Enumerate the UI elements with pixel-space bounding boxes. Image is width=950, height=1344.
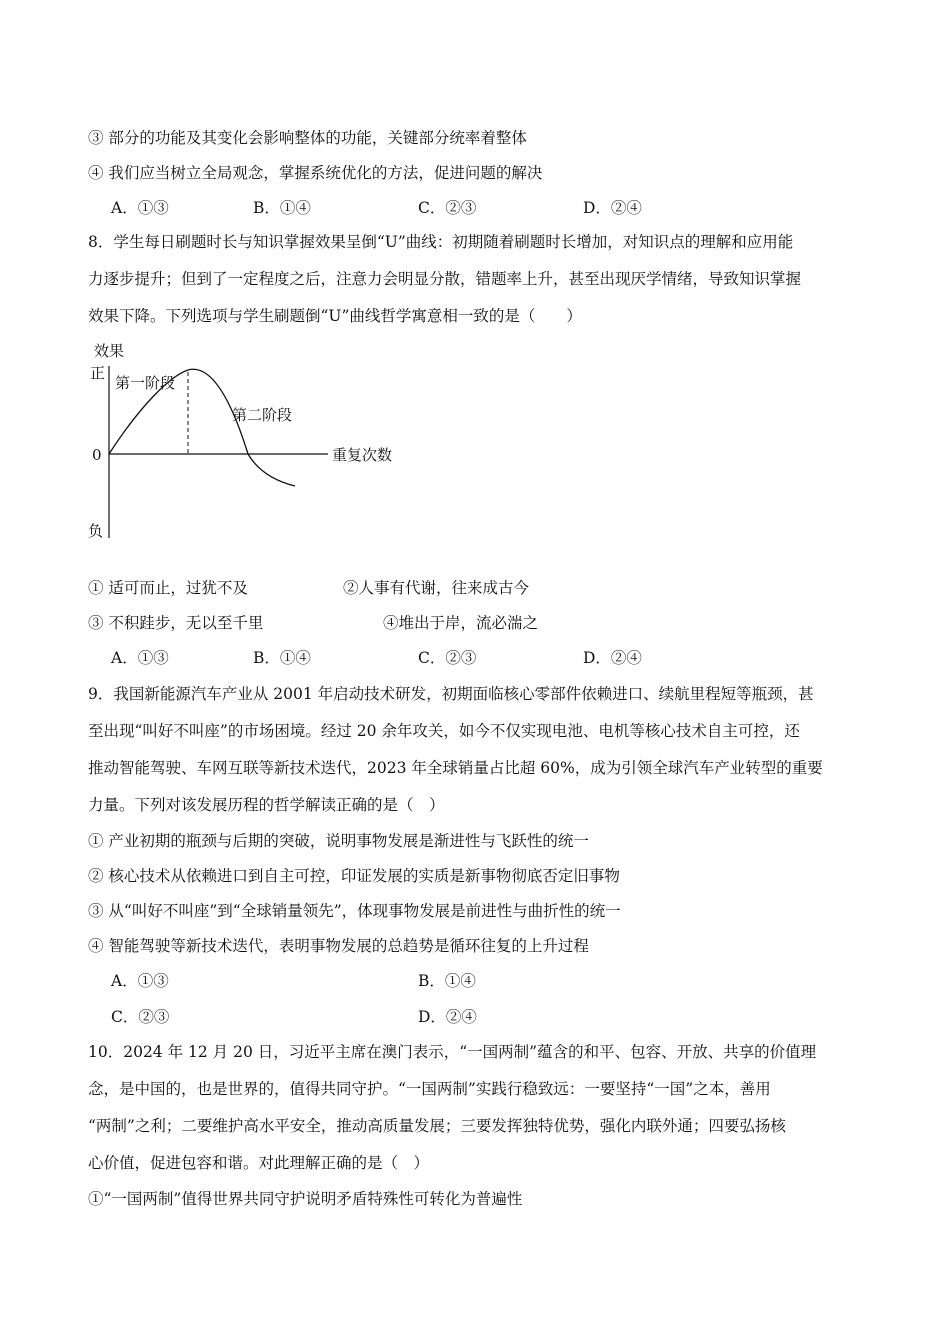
q10-stem-line: 念，是中国的，也是世界的，值得共同守护。“一国两制”实践行稳致远：一要坚持“一国”之本，善用	[88, 1080, 771, 1098]
q8-option-b[interactable]: B．①④	[253, 649, 311, 667]
q9-statement-1: ① 产业初期的瓶颈与后期的突破，说明事物发展是渐进性与飞跃性的统一	[88, 832, 589, 850]
q8-statement-3: ③ 不积跬步，无以至千里	[88, 614, 264, 632]
q8-curve-figure	[80, 336, 420, 548]
q8-stem-line: 8．学生每日刷题时长与知识掌握效果呈倒“U”曲线：初期随着刷题时长增加，对知识点的理解和应用能	[88, 233, 794, 251]
q7-option-b[interactable]: B．①④	[253, 199, 311, 217]
q9-option-b[interactable]: B．①④	[418, 972, 476, 990]
q8-option-c[interactable]: C．②③	[418, 649, 477, 667]
q8-option-a[interactable]: A．①③	[111, 649, 169, 667]
figure-y-negative: 负	[88, 522, 104, 540]
figure-stage-1: 第一阶段	[115, 374, 176, 392]
q8-option-d[interactable]: D．②④	[583, 649, 642, 667]
q9-statement-2: ② 核心技术从依赖进口到自主可控，印证发展的实质是新事物彻底否定旧事物	[88, 867, 620, 885]
q7-statement-3: ③ 部分的功能及其变化会影响整体的功能，关键部分统率着整体	[88, 129, 527, 147]
q8-statement-2: ②人事有代谢，往来成古今	[343, 579, 530, 597]
q10-statement-1: ①“一国两制”值得世界共同守护说明矛盾特殊性可转化为普遍性	[88, 1190, 523, 1208]
q8-stem-line: 力逐步提升；但到了一定程度之后，注意力会明显分散，错题率上升，甚至出现厌学情绪，导致知识掌握	[88, 270, 802, 288]
q8-statement-1: ① 适可而止，过犹不及	[88, 579, 248, 597]
q8-stem	[88, 224, 863, 335]
figure-origin: 0	[92, 446, 102, 464]
q8-statement-4: ④堆出于岸，流必湍之	[383, 614, 539, 632]
q9-option-c[interactable]: C．②③	[111, 1008, 170, 1026]
figure-y-title: 效果	[94, 342, 125, 360]
q7-option-a[interactable]: A．①③	[111, 199, 169, 217]
q9-stem-line: 9．我国新能源汽车产业从 2001 年启动技术研发，初期面临核心零部件依赖进口、续航里程短等瓶颈，甚	[88, 685, 814, 703]
q9-stem	[88, 676, 863, 824]
q7-statement-4: ④ 我们应当树立全局观念，掌握系统优化的方法，促进问题的解决	[88, 164, 543, 182]
q9-option-d[interactable]: D．②④	[418, 1008, 477, 1026]
q7-option-d[interactable]: D．②④	[583, 199, 642, 217]
q9-stem-line: 力量。下列对该发展历程的哲学解读正确的是（ ）	[88, 796, 445, 814]
q8-stem-line: 效果下降。下列选项与学生刷题倒“U”曲线哲学寓意相一致的是（ ）	[88, 307, 582, 325]
q10-stem-line: 心价值，促进包容和谐。对此理解正确的是（ ）	[88, 1154, 430, 1172]
q7-option-c[interactable]: C．②③	[418, 199, 477, 217]
q10-stem-line: 10．2024 年 12 月 20 日，习近平主席在澳门表示，“一国两制”蕴含的和平、包容、开放、共享的价值理	[88, 1043, 817, 1061]
q9-stem-line: 推动智能驾驶、车网互联等新技术迭代，2023 年全球销量占比超 60%，成为引领全球汽车产业转型的重要	[88, 759, 823, 777]
figure-x-label: 重复次数	[332, 446, 393, 464]
q9-stem-line: 至出现“叫好不叫座”的市场困境。经过 20 余年攻关，如今不仅实现电池、电机等核心技术自主可控，还	[88, 722, 800, 740]
q10-stem	[88, 1034, 863, 1182]
q10-stem-line: “两制”之利；二要维护高水平安全，推动高质量发展；三要发挥独特优势，强化内联外通；四要弘扬核	[88, 1117, 786, 1135]
figure-y-positive: 正	[90, 364, 106, 382]
q9-statement-3: ③ 从“叫好不叫座”到“全球销量领先”，体现事物发展是前进性与曲折性的统一	[88, 902, 621, 920]
figure-stage-2: 第二阶段	[232, 406, 293, 424]
q9-option-a[interactable]: A．①③	[111, 972, 169, 990]
q9-statement-4: ④ 智能驾驶等新技术迭代，表明事物发展的总趋势是循环往复的上升过程	[88, 937, 589, 955]
